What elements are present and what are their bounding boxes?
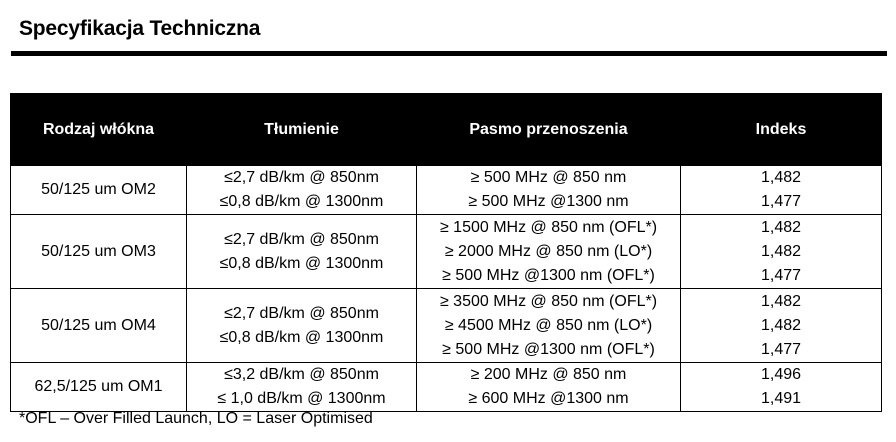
attenuation-cell: [187, 289, 417, 363]
index-value: 1,477: [760, 266, 802, 284]
table-row: [11, 363, 882, 412]
title-underline: [11, 51, 887, 56]
fiber-type-cell: 50/125 um OM3: [11, 215, 187, 289]
attenuation-value: ≤0,8 dB/km @ 1300nm: [219, 328, 384, 346]
index-value: 1,482: [760, 316, 802, 334]
attenuation-value: ≤3,2 dB/km @ 850nm: [224, 366, 379, 383]
spec-table: [10, 93, 882, 412]
header-bandwidth: Pasmo przenoszenia: [417, 94, 681, 166]
attenuation-value: ≤0,8 dB/km @ 1300nm: [219, 254, 384, 272]
bandwidth-value: ≥ 2000 MHz @ 850 nm (LO*): [444, 242, 653, 260]
bandwidth-value: ≥ 500 MHz @1300 nm (OFL*): [442, 266, 655, 284]
bandwidth-value: ≥ 3500 MHz @ 850 nm (OFL*): [439, 292, 658, 310]
index-value: 1,482: [760, 292, 802, 310]
index-value: 1,482: [760, 218, 802, 236]
index-value: 1,477: [760, 340, 802, 358]
index-value: 1,491: [760, 390, 802, 407]
bandwidth-cell: [417, 289, 681, 363]
bandwidth-value: ≥ 500 MHz @1300 nm (OFL*): [442, 340, 655, 358]
attenuation-cell: [187, 215, 417, 289]
index-cell: [681, 363, 882, 412]
bandwidth-value: ≥ 1500 MHz @ 850 nm (OFL*): [439, 218, 658, 236]
table-row: [11, 215, 882, 289]
index-value: 1,482: [760, 169, 802, 186]
fiber-type-cell: 50/125 um OM4: [11, 289, 187, 363]
attenuation-cell: [187, 363, 417, 412]
header-attenuation: Tłumienie: [187, 94, 417, 166]
bandwidth-value: ≥ 200 MHz @ 850 nm: [470, 366, 627, 383]
footnote: *OFL – Over Filled Launch, LO = Laser Optimised: [19, 410, 373, 427]
attenuation-value: ≤2,7 dB/km @ 850nm: [224, 230, 379, 248]
header-index: Indeks: [681, 94, 882, 166]
header-row: [11, 94, 882, 166]
bandwidth-cell: [417, 215, 681, 289]
index-value: 1,482: [760, 242, 802, 260]
page-title: Specyfikacja Techniczna: [19, 17, 261, 40]
index-value: 1,496: [760, 366, 802, 383]
index-cell: [681, 166, 882, 215]
bandwidth-value: ≥ 500 MHz @1300 nm: [468, 193, 629, 210]
table-row: [11, 289, 882, 363]
bandwidth-cell: [417, 363, 681, 412]
index-value: 1,477: [760, 193, 802, 210]
index-cell: [681, 289, 882, 363]
bandwidth-value: ≥ 500 MHz @ 850 nm: [470, 169, 627, 186]
fiber-type-cell: 50/125 um OM2: [11, 166, 187, 215]
bandwidth-value: ≥ 600 MHz @1300 nm: [468, 390, 629, 407]
attenuation-value: ≤2,7 dB/km @ 850nm: [224, 304, 379, 322]
attenuation-cell: [187, 166, 417, 215]
attenuation-value: ≤ 1,0 dB/km @ 1300nm: [217, 390, 386, 407]
fiber-type-cell: 62,5/125 um OM1: [11, 363, 187, 412]
bandwidth-cell: [417, 166, 681, 215]
table-row: [11, 166, 882, 215]
index-cell: [681, 215, 882, 289]
attenuation-value: ≤0,8 dB/km @ 1300nm: [219, 193, 384, 210]
attenuation-value: ≤2,7 dB/km @ 850nm: [224, 169, 379, 186]
bandwidth-value: ≥ 4500 MHz @ 850 nm (LO*): [444, 316, 653, 334]
header-fiber-type: Rodzaj włókna: [11, 94, 187, 166]
